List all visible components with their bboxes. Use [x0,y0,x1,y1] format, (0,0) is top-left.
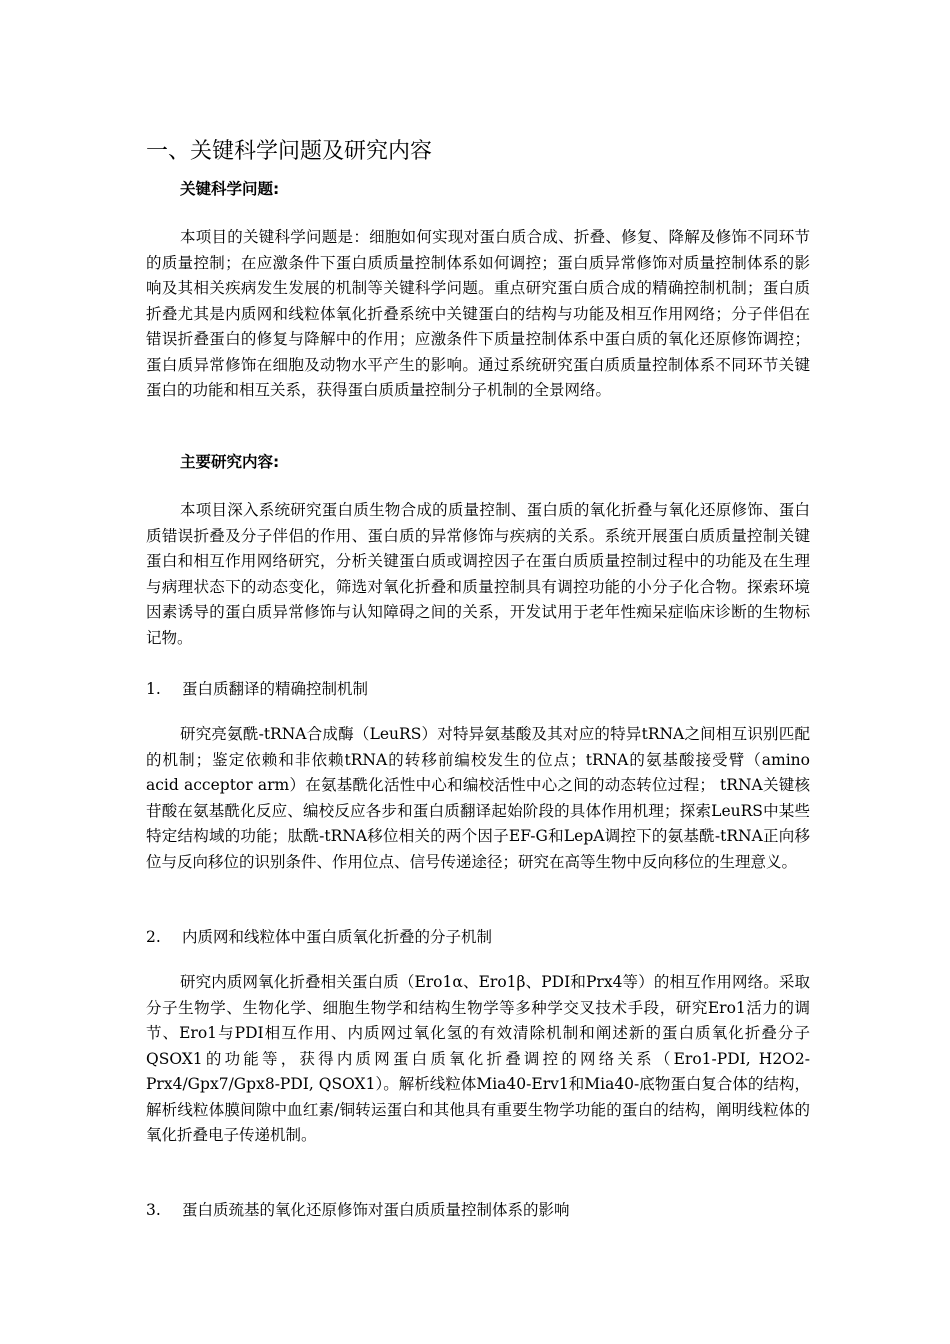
item-1-number: 1. [146,680,161,698]
item-3-number: 3. [146,1201,161,1219]
item-2-title: 内质网和线粒体中蛋白质氧化折叠的分子机制 [182,928,493,946]
item-1-heading [146,677,368,701]
item-3-title: 蛋白质巯基的氧化还原修饰对蛋白质质量控制体系的影响 [182,1201,570,1219]
item-2-paragraph: 研究内质网氧化折叠相关蛋白质（Ero1α、Ero1β、PDI和Prx4等）的相互作用网络。采取分子生物学、生物化学、细胞生物学和结构生物学等多种学交叉技术手段，研究Ero1活力的调节、Ero1与PDI相互作用、内质网过氧化氢的有效清除机制和阐述新的蛋白质氧化折叠分子QSOX1的功能等，获得内质网蛋白质氧化折叠调控的网络关系（Ero1-PDI, H2O2-Prx4/Gpx7/Gpx8-PDI, QSOX1）。解析线粒体Mia40-Erv1和Mia40-底物蛋白复合体的结构，解析线粒体膜间隙中血红素/铜转运蛋白和其他具有重要生物学功能的蛋白的结构，阐明线粒体的氧化折叠电子传递机制。 [146,973,810,1144]
key-questions-heading: 关键科学问题: [180,180,280,198]
item-2-heading [146,925,492,949]
key-questions-paragraph: 本项目的关键科学问题是：细胞如何实现对蛋白质合成、折叠、修复、降解及修饰不同环节的质量控制；在应激条件下蛋白质质量控制体系如何调控；蛋白质异常修饰对质量控制体系的影响及其相关疾病发生发展的机制等关键科学问题。重点研究蛋白质合成的精确控制机制；蛋白质折叠尤其是内质网和线粒体氧化折叠系统中关键蛋白的结构与功能及相互作用网络；分子伴侣在错误折叠蛋白的修复与降解中的作用；应激条件下质量控制体系中蛋白质的氧化还原修饰调控；蛋白质异常修饰在细胞及动物水平产生的影响。通过系统研究蛋白质质量控制体系不同环节关键蛋白的功能和相互关系，获得蛋白质质量控制分子机制的全景网络。 [146,228,810,399]
item-1-paragraph: 研究亮氨酰-tRNA合成酶（LeuRS）对特异氨基酸及其对应的特异tRNA之间相互识别匹配的机制；鉴定依赖和非依赖tRNA的转移前编校发生的位点；tRNA的氨基酸接受臂（amino acid acceptor arm）在氨基酰化活性中心和编校活性中心之间的动态转位过程； tRNA关键核苷酸在氨基酰化反应、编校反应各步和蛋白质翻译起始阶段的具体作用机理；探索LeuRS中某些特定结构域的功能；肽酰-tRNA移位相关的两个因子EF-G和LepA调控下的氨基酰-tRNA正向移位与反向移位的识别条件、作用位点、信号传递途径；研究在高等生物中反向移位的生理意义。 [146,725,810,871]
main-content-paragraph: 本项目深入系统研究蛋白质生物合成的质量控制、蛋白质的氧化折叠与氧化还原修饰、蛋白质错误折叠及分子伴侣的作用、蛋白质的异常修饰与疾病的关系。系统开展蛋白质质量控制关键蛋白和相互作用网络研究，分析关键蛋白质或调控因子在蛋白质质量控制过程中的功能及在生理与病理状态下的动态变化，筛选对氧化折叠和质量控制具有调控功能的小分子化合物。探索环境因素诱导的蛋白质异常修饰与认知障碍之间的关系，开发试用于老年性痴呆症临床诊断的生物标记物。 [146,501,810,647]
main-content-heading: 主要研究内容: [180,453,280,471]
section-title: 一、关键科学问题及研究内容 [146,139,433,164]
item-3-heading [146,1198,570,1222]
item-2-number: 2. [146,928,161,946]
item-1-title: 蛋白质翻译的精确控制机制 [182,680,369,698]
